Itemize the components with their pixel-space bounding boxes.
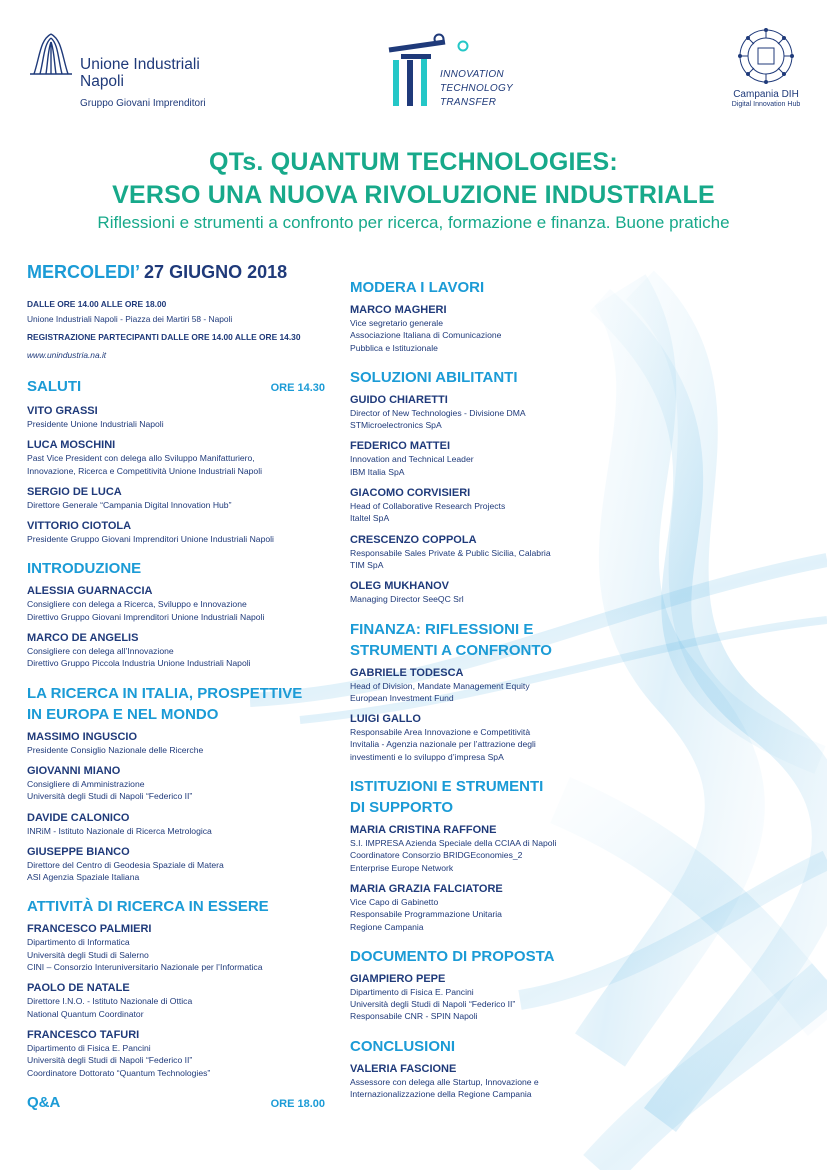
section-istituzioni [350,776,595,818]
speaker [27,811,325,837]
section-time: ORE 18.00 [270,1097,325,1110]
speaker-role: Direttore Generale “Campania Digital Innovation Hub” [27,499,232,510]
unione-industriali-logo [26,30,226,110]
speaker-role: Pubblica e Istituzionale [350,342,438,353]
speaker-role: Innovation and Technical Leader [350,454,474,465]
speaker-name: GABRIELE TODESCA [350,666,464,679]
section-title: STRUMENTI A CONFRONTO [350,641,552,659]
event-subtitle: Riflessioni e strumenti a confronto per ricerca, formazione e finanza. Buone pratiche [97,213,730,232]
itt-logo [385,30,535,110]
speaker [350,486,595,525]
speaker-role: Dipartimento di Informatica [27,937,130,948]
speaker [27,404,325,430]
section-attivita [27,896,325,917]
unione-industriali-name [80,56,200,90]
speaker-role: Assessore con delega alle Startup, Innovazione e [350,1076,539,1087]
section-title: ATTIVITÀ DI RICERCA IN ESSERE [27,898,269,916]
speaker [350,303,595,354]
speaker-role: Italtel SpA [350,513,390,524]
speaker-role: Coordinatore Consorzio BRIDGEconomies_2 [350,850,523,861]
speaker [27,485,325,511]
speaker-name: MASSIMO INGUSCIO [27,730,138,743]
speaker-role: Università degli Studi di Salerno [27,949,149,960]
speaker-role: Università degli Studi di Napoli “Federico II” [27,1055,193,1066]
itt-line3: TRANSFER [440,97,497,108]
section-soluzioni [350,367,595,388]
event-title [0,146,827,233]
date-weekday: MERCOLEDI’ [27,262,140,282]
speaker-name: GIUSEPPE BIANCO [27,845,130,858]
speaker-role: Presidente Consiglio Nazionale delle Ricerche [27,744,204,755]
section-title: DI SUPPORTO [350,799,454,817]
speaker [350,579,595,605]
speaker [350,1062,595,1101]
speaker-role: Presidente Unione Industriali Napoli [27,419,164,429]
section-title: FINANZA: RIFLESSIONI E [350,620,534,638]
speaker-role: ASI Agenzia Spaziale Italiana [27,872,140,883]
date-month-year: GIUGNO 2018 [169,262,288,282]
ui-name-line2: Napoli [80,73,124,90]
dih-subtitle: Digital Innovation Hub [731,101,801,108]
speaker [350,393,595,432]
speaker-role: European Investment Fund [350,692,454,703]
speaker-role: Direttivo Gruppo Piccola Industria Unione Industriali Napoli [27,658,251,669]
itt-line1: INNOVATION [440,69,504,80]
speaker-role: Regione Campania [350,921,424,932]
speaker-name: GIAMPIERO PEPE [350,972,446,985]
speaker-role: INRiM - Istituto Nazionale di Ricerca Metrologica [27,825,212,836]
speaker-name: ALESSIA GUARNACCIA [27,585,153,598]
speaker-name: MARIA CRISTINA RAFFONE [350,824,497,837]
section-modera [350,277,595,298]
section-title: SALUTI [27,378,82,395]
speaker [27,631,325,670]
speaker-role: Consigliere con delega all’Innovazione [27,646,174,657]
speaker-role: Direttivo Gruppo Giovani Imprenditori Unione Industriali Napoli [27,611,265,622]
section-conclusioni [350,1036,595,1057]
unione-industriali-emblem-icon [26,30,76,80]
speaker-role: Vice Capo di Gabinetto [350,896,439,907]
speaker-role: S.I. IMPRESA Azienda Speciale della CCIAA di Napoli [350,838,557,849]
speaker-role: Past Vice President con delega allo Sviluppo Manifatturiero, [27,453,255,464]
speaker [27,584,325,623]
speaker [350,666,595,705]
section-title: IN EUROPA E NEL MONDO [27,705,219,723]
event-info [27,297,325,363]
date-day: 27 [144,262,165,282]
speaker-name: FRANCESCO PALMIERI [27,923,152,936]
speaker-role: Responsabile CNR - SPIN Napoli [350,1011,478,1022]
speaker [27,1028,325,1079]
speaker-name: OLEG MUKHANOV [350,580,449,593]
speaker-name: DAVIDE CALONICO [27,811,130,824]
speaker [27,922,325,973]
speaker-name: VITTORIO CIOTOLA [27,520,132,533]
speaker-name: LUIGI GALLO [350,713,421,726]
speaker-role: Associazione Italiana di Comunicazione [350,330,502,341]
ui-subtitle: Gruppo Giovani Imprenditori [80,98,206,109]
event-venue: Unione Industriali Napoli - Piazza dei Martiri 58 - Napoli [27,314,233,324]
speaker-role: Consigliere con delega a Ricerca, Sviluppo e Innovazione [27,599,247,610]
speaker-role: Director of New Technologies - Divisione DMA [350,407,526,418]
section-ricerca [27,683,325,725]
speaker-role: Internazionalizzazione della Regione Campania [350,1089,532,1100]
speaker-name: SERGIO DE LUCA [27,485,122,498]
speaker [350,712,595,763]
speaker [27,730,325,756]
section-title: DOCUMENTO DI PROPOSTA [350,947,555,965]
section-title: CONCLUSIONI [350,1037,455,1055]
event-hours: DALLE ORE 14.00 ALLE ORE 18.00 [27,299,167,309]
campania-dih-logo [716,26,816,116]
speaker-role: STMicroelectronics SpA [350,420,442,431]
left-column [27,262,325,1120]
speaker-role: Managing Director SeeQC Srl [350,594,464,605]
section-title: Q&A [27,1093,61,1111]
dih-circuit-emblem-icon [736,26,796,86]
speaker [27,438,325,477]
section-qa [27,1092,325,1115]
section-title: LA RICERCA IN ITALIA, PROSPETTIVE [27,684,303,702]
section-title: MODERA I LAVORI [350,279,485,296]
speaker-role: IBM Italia SpA [350,466,405,477]
event-website-link[interactable]: www.unindustria.na.it [27,350,107,360]
speaker-role: Innovazione, Ricerca e Competitività Unione Industriali Napoli [27,465,263,476]
itt-logo-text [440,68,513,110]
speaker-role: Head of Division, Mandate Management Equity [350,680,530,691]
speaker [350,882,595,933]
speaker-role: TIM SpA [350,559,384,570]
itt-line2: TECHNOLOGY [440,83,514,94]
event-date [27,262,325,283]
title-line1: QTs. QUANTUM TECHNOLOGIES: [209,148,618,176]
speaker-role: Dipartimento di Fisica E. Pancini [27,1042,151,1053]
title-line2: VERSO UNA NUOVA RIVOLUZIONE INDUSTRIALE [112,181,715,209]
speaker [27,845,325,884]
speaker [27,764,325,803]
section-title: INTRODUZIONE [27,560,142,578]
speaker-name: MARCO MAGHERI [350,304,447,316]
speaker-role: investimenti e lo sviluppo d’impresa SpA [350,751,504,762]
dih-name: Campania DIH [733,89,799,100]
right-column [350,277,595,1108]
speaker-role: Consigliere di Amministrazione [27,778,145,789]
speaker-name: MARCO DE ANGELIS [27,632,139,645]
speaker-name: CRESCENZO COPPOLA [350,533,477,546]
speaker-role: Head of Collaborative Research Projects [350,501,506,512]
speaker [350,972,595,1023]
speaker-name: GIOVANNI MIANO [27,764,121,777]
speaker-role: Presidente Gruppo Giovani Imprenditori Unione Industriali Napoli [27,534,274,545]
speaker [27,519,325,545]
section-documento [350,946,595,967]
speaker-role: Dipartimento di Fisica E. Pancini [350,986,474,997]
section-introduzione [27,558,325,579]
speaker-name: FEDERICO MATTEI [350,440,451,453]
speaker-name: PAOLO DE NATALE [27,982,130,995]
speaker [350,823,595,874]
speaker-role: Direttore I.N.O. - Istituto Nazionale di Ottica [27,996,193,1007]
speaker-name: GIACOMO CORVISIERI [350,487,471,500]
speaker-name: MARIA GRAZIA FALCIATORE [350,882,503,895]
speaker [27,981,325,1020]
speaker-role: Responsabile Area Innovazione e Competitività [350,727,531,738]
speaker [350,533,595,572]
section-title: SOLUZIONI ABILITANTI [350,368,518,386]
speaker-name: VITO GRASSI [27,405,98,417]
speaker-role: National Quantum Coordinator [27,1008,144,1019]
section-time: ORE 14.30 [270,382,325,394]
speaker-role: Enterprise Europe Network [350,862,454,873]
speaker-role: Responsabile Programmazione Unitaria [350,909,502,920]
speaker-role: Vice segretario generale [350,318,443,328]
section-saluti [27,376,325,399]
speaker-role: Università degli Studi di Napoli “Federico II” [350,999,516,1010]
speaker-name: GUIDO CHIARETTI [350,393,448,406]
speaker-name: VALERIA FASCIONE [350,1062,457,1075]
speaker-name: LUCA MOSCHINI [27,439,116,452]
speaker-role: Direttore del Centro di Geodesia Spaziale di Matera [27,859,224,870]
ui-name-line1: Unione Industriali [80,56,200,73]
event-registration: REGISTRAZIONE PARTECIPANTI DALLE ORE 14.00 ALLE ORE 14.30 [27,332,301,342]
header [0,0,827,130]
speaker-role: Responsabile Sales Private & Public Sicilia, Calabria [350,547,551,558]
section-title: ISTITUZIONI E STRUMENTI [350,778,544,796]
section-finanza [350,619,595,661]
speaker-role: Invitalia - Agenzia nazionale per l’attrazione degli [350,739,536,750]
speaker-name: FRANCESCO TAFURI [27,1028,140,1041]
speaker-role: Coordinatore Dottorato “Quantum Technologies” [27,1067,211,1078]
speaker-role: Università degli Studi di Napoli “Federico II” [27,791,193,802]
speaker [350,439,595,478]
speaker-role: CINI – Consorzio Interuniversitario Nazionale per l’Informatica [27,962,263,973]
